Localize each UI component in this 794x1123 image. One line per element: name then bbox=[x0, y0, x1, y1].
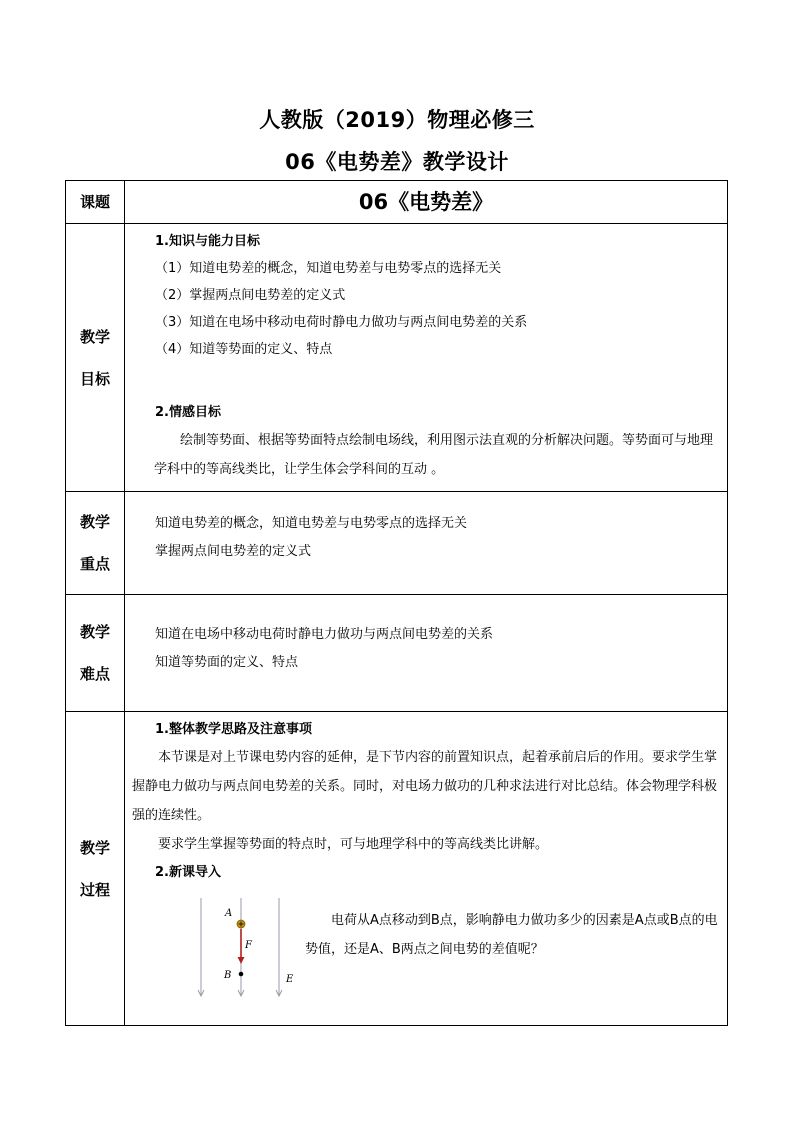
label-b: B bbox=[224, 970, 232, 981]
point-b bbox=[239, 972, 244, 977]
electric-field-diagram bbox=[195, 886, 305, 1002]
process-paragraph: 要求学生掌握等势面的特点时，可与地理学科中的等高线类比讲解。 bbox=[158, 837, 549, 852]
process-section-heading: 2.新课导入 bbox=[155, 865, 221, 880]
process-cell bbox=[125, 712, 728, 1026]
label-teaching-goals: 教学 目标 bbox=[66, 224, 125, 492]
lesson-title: 06《电势差》 bbox=[358, 190, 494, 214]
lesson-plan-table bbox=[65, 180, 728, 1026]
goal-item: （4）知道等势面的定义、特点 bbox=[155, 342, 333, 357]
process-paragraph: 本节课是对上节课电势内容的延伸，是下节内容的前置知识点，起着承前启后的作用。要求学生掌握静电力做功与两点间电势差的关系。同时，对电场力做功的几种求法进行对比总结。体会物理学科极强的连续性。 bbox=[132, 750, 718, 823]
key-points-cell bbox=[125, 492, 728, 595]
goals-section-heading: 2.情感目标 bbox=[155, 405, 221, 420]
label-a: A bbox=[225, 908, 233, 919]
document-title: 人教版（2019）物理必修三 bbox=[259, 108, 535, 132]
difficulties-cell bbox=[125, 595, 728, 712]
label-lesson-title: 课题 bbox=[66, 181, 125, 224]
table-row-key-points bbox=[66, 492, 728, 595]
table-row-process bbox=[66, 712, 728, 1026]
difficulty-item: 知道等势面的定义、特点 bbox=[155, 655, 299, 670]
document-subtitle: 06《电势差》教学设计 bbox=[285, 150, 509, 174]
key-point-item: 知道电势差的概念，知道电势差与电势零点的选择无关 bbox=[155, 516, 468, 531]
goals-section-heading: 1.知识与能力目标 bbox=[155, 234, 260, 249]
goal-paragraph: 绘制等势面、根据等势面特点绘制电场线，利用图示法直观的分析解决问题。等势面可与地理学科中的等高线类比，让学生体会学科间的互动 。 bbox=[154, 433, 714, 477]
key-point-item: 掌握两点间电势差的定义式 bbox=[155, 544, 312, 559]
goal-item: （3）知道在电场中移动电荷时静电力做功与两点间电势差的关系 bbox=[155, 315, 528, 330]
table-row-goals bbox=[66, 224, 728, 492]
intro-figure-block bbox=[155, 886, 719, 1002]
label-difficulties: 教学 难点 bbox=[66, 595, 125, 712]
goals-cell bbox=[125, 224, 728, 492]
label-f: F bbox=[245, 940, 252, 951]
difficulty-item: 知道在电场中移动电荷时静电力做功与两点间电势差的关系 bbox=[155, 627, 494, 642]
lesson-title-cell bbox=[125, 181, 728, 224]
label-key-points: 教学 重点 bbox=[66, 492, 125, 595]
force-arrowhead bbox=[238, 957, 245, 964]
label-process: 教学 过程 bbox=[66, 712, 125, 1026]
intro-question: 电荷从A点移动到B点，影响静电力做功多少的因素是A点或B点的电势值，还是A、B两点之间电势的差值呢？ bbox=[305, 913, 718, 957]
table-row-difficulties bbox=[66, 595, 728, 712]
goal-item: （1）知道电势差的概念，知道电势差与电势零点的选择无关 bbox=[155, 261, 502, 276]
label-e: E bbox=[286, 974, 294, 985]
process-section-heading: 1.整体教学思路及注意事项 bbox=[155, 722, 312, 737]
table-row-title bbox=[66, 181, 728, 224]
goal-item: （2）掌握两点间电势差的定义式 bbox=[155, 288, 346, 303]
